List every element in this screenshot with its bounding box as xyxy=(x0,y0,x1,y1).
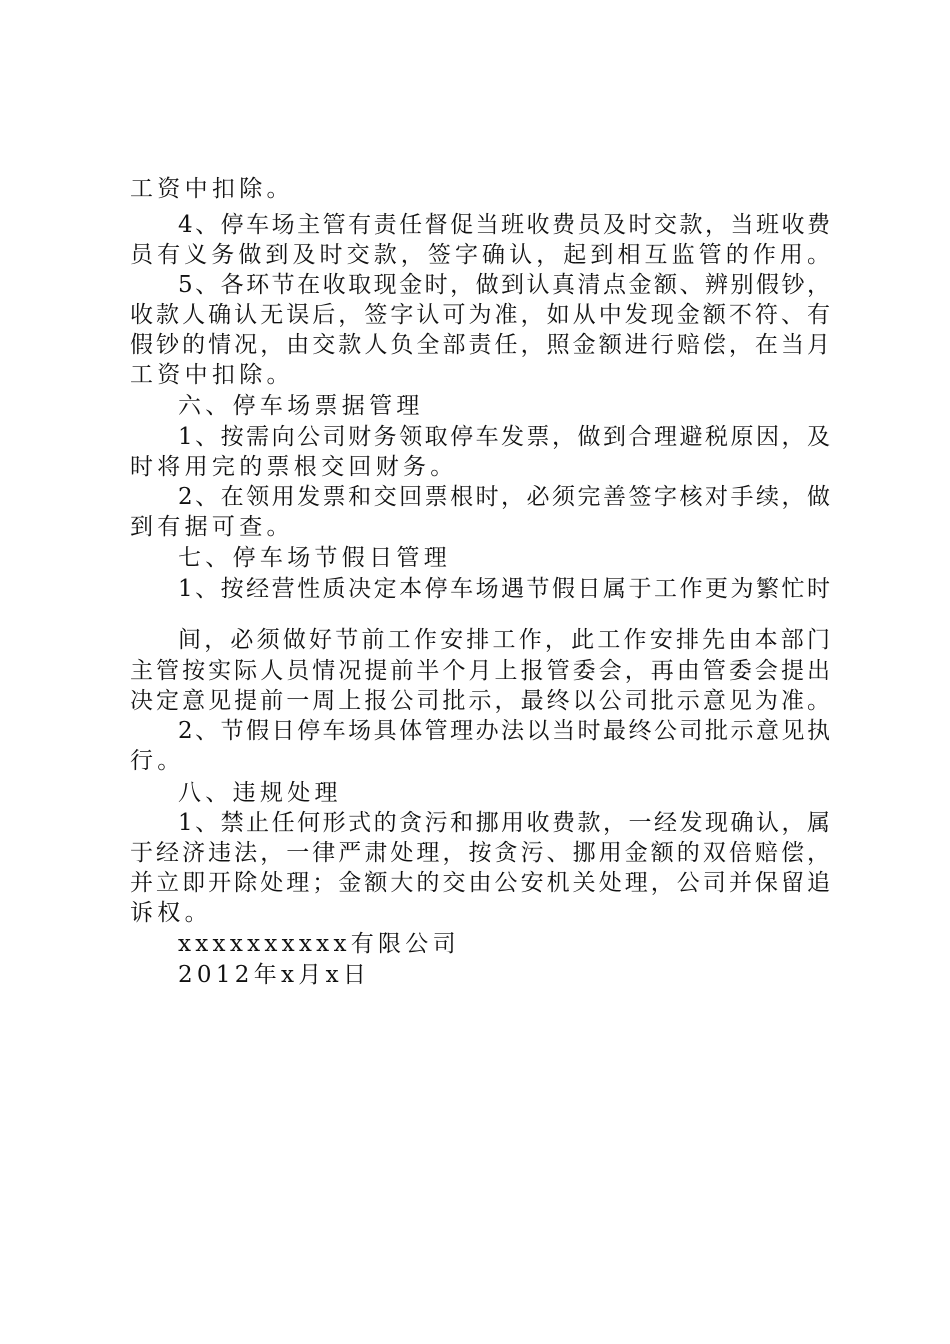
text-line: 于经济违法，一律严肃处理，按贪污、挪用金额的双倍赔偿， xyxy=(130,840,830,866)
text-line: 决定意见提前一周上报公司批示，最终以公司批示意见为准。 xyxy=(130,688,830,714)
text-line: 工资中扣除。 xyxy=(130,362,294,388)
text-line: 员有义务做到及时交款，签字确认，起到相互监管的作用。 xyxy=(130,242,830,268)
text-line: 工资中扣除。 xyxy=(130,176,294,202)
text-line: 1、按需向公司财务领取停车发票，做到合理避税原因，及 xyxy=(178,424,830,450)
text-line: 诉权。 xyxy=(130,900,212,926)
text-line: 收款人确认无误后，签字认可为准，如从中发现金额不符、有 xyxy=(130,302,830,328)
text-line: 5、各环节在收取现金时，做到认真清点金额、辨别假钞， xyxy=(178,272,830,298)
text-line: 2、节假日停车场具体管理办法以当时最终公司批示意见执 xyxy=(178,718,830,744)
text-line: 2、在领用发票和交回票根时，必须完善签字核对手续，做 xyxy=(178,484,830,510)
document-date: 2012年x月x日 xyxy=(178,962,371,988)
text-line: 4、停车场主管有责任督促当班收费员及时交款，当班收费 xyxy=(178,212,830,238)
text-line: 1、禁止任何形式的贪污和挪用收费款，一经发现确认，属 xyxy=(178,810,830,836)
text-line: 行。 xyxy=(130,748,185,774)
text-line: 主管按实际人员情况提前半个月上报管委会，再由管委会提出 xyxy=(130,658,830,684)
text-line: 到有据可查。 xyxy=(130,514,294,540)
text-line: 时将用完的票根交回财务。 xyxy=(130,454,458,480)
text-line: 间，必须做好节前工作安排工作，此工作安排先由本部门 xyxy=(178,627,830,653)
company-name: xxxxxxxxxx有限公司 xyxy=(178,931,460,957)
section-heading: 七、停车场节假日管理 xyxy=(178,545,451,571)
section-heading: 八、违规处理 xyxy=(178,780,342,806)
section-heading: 六、停车场票据管理 xyxy=(178,393,424,419)
text-line: 并立即开除处理；金额大的交由公安机关处理，公司并保留追 xyxy=(130,870,830,896)
text-line: 假钞的情况，由交款人负全部责任，照金额进行赔偿，在当月 xyxy=(130,332,830,358)
text-line: 1、按经营性质决定本停车场遇节假日属于工作更为繁忙时 xyxy=(178,576,830,602)
